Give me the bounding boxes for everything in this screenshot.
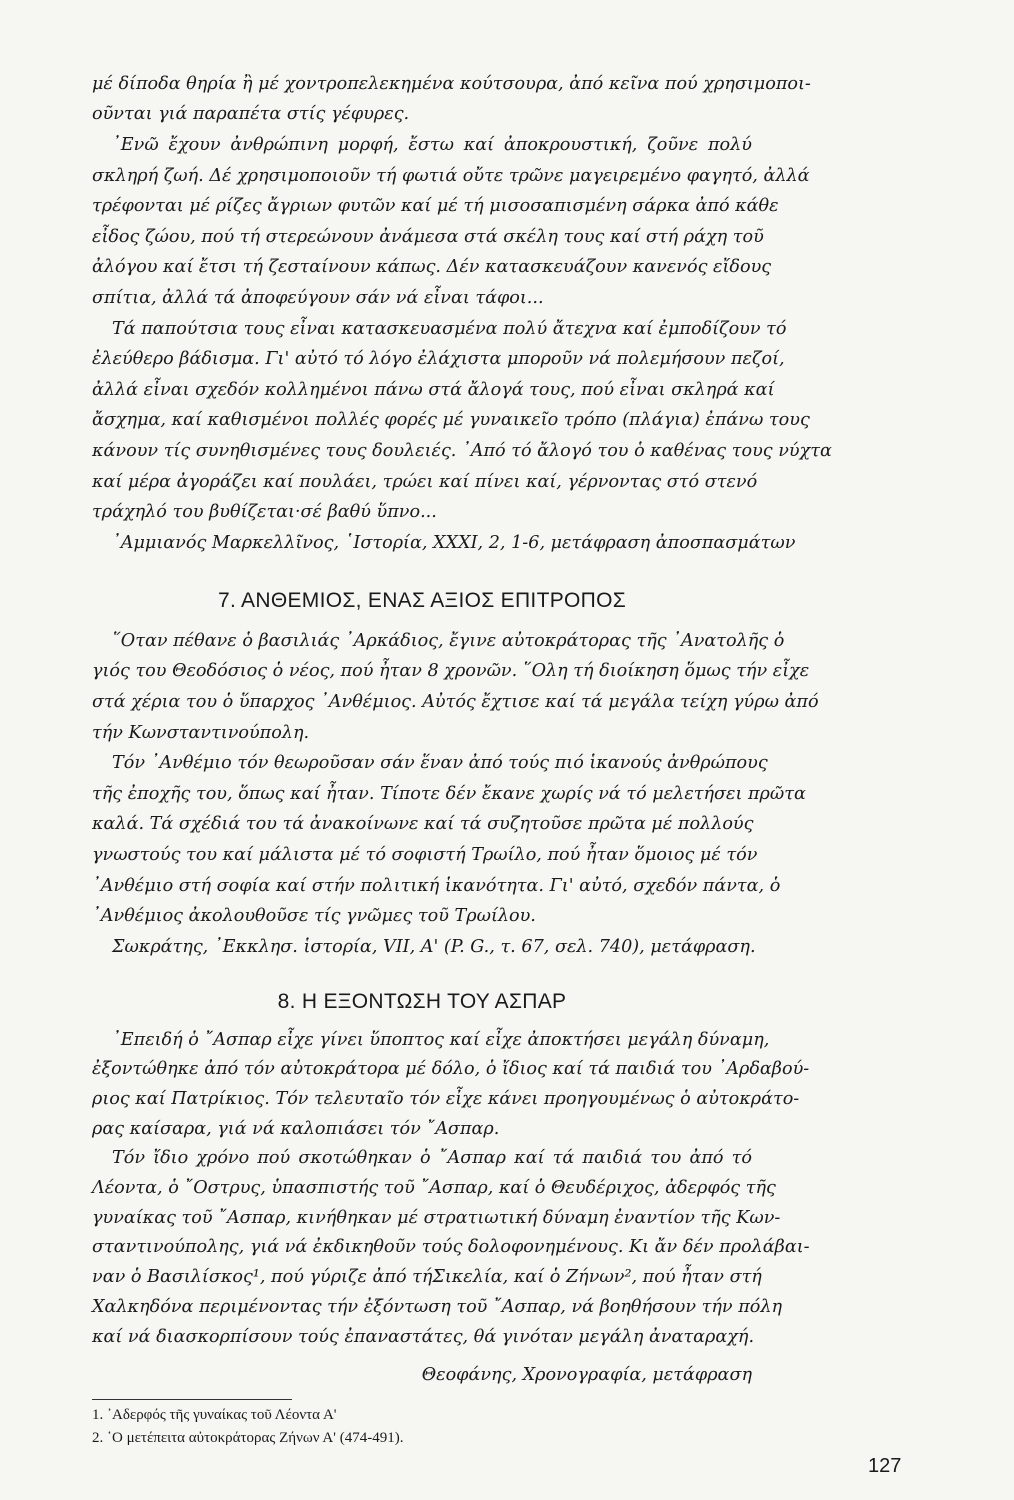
text-line: οῦνται γιά παραπέτα στίς γέφυρες. [92,104,410,125]
text-line: γυναίκας τοῦ ῎Ασπαρ, κινήθηκαν μέ στρατιωτική δύναμη ἐναντίον τῆς Κων- [92,1207,781,1228]
text-line: εἶδος ζώου, πού τή στερεώνουν ἀνάμεσα στά σκέλη τους καί στή ράχη τοῦ [92,226,764,247]
text-line: ᾿Ανθέμιος ἀκολουθοῦσε τίς γνῶμες τοῦ Τρωίλου. [92,906,536,927]
text-line: μέ δίποδα θηρία ἢ μέ χοντροπελεκημένα κούτσουρα, ἀπό κεῖνα πού χρησιμοποι- [92,73,811,94]
source-citation: ᾿Αμμιανός Μαρκελλῖνος, ῾Ιστορία, XXXI, 2, 1-6, μετάφραση ἀποσπασμάτων [112,532,796,553]
text-line: ᾿Ενῶ ἔχουν ἀνθρώπινη μορφή, ἔστω καί ἀποκρουστική, ζοῦνε πολύ [112,134,752,155]
text-line: γνωστούς του καί μάλιστα μέ τό σοφιστή Τρωίλο, πού ἦταν ὅμοιος μέ τόν [92,845,758,865]
text-line: ἐξοντώθηκε ἀπό τόν αὐτοκράτορα μέ δόλο, ὁ ἴδιος καί τά παιδιά του ᾿Αρδαβού- [92,1059,810,1080]
text-line: τήν Κωνσταντινούπολη. [92,722,310,743]
source-citation: Σωκράτης, ᾿Εκκλησ. ἱστορία, VII, A' (P. G., τ. 67, σελ. 740), μετάφραση. [112,936,756,957]
text-line: τρέφονται μέ ρίζες ἄγριων φυτῶν καί μέ τή μισοσαπισμένη σάρκα ἀπό κάθε [92,196,779,217]
text-line: ἄσχημα, καί καθισμένοι πολλές φορές μέ γυναικεῖο τρόπο (πλάγια) ἐπάνω τους [92,410,810,431]
footnote: 2. ῾Ο μετέπειτα αὐτοκράτορας Ζήνων Α' (474-491). [92,1430,404,1446]
text-line: Τά παπούτσια τους εἶναι κατασκευασμένα πολύ ἄτεχνα καί ἐμποδίζουν τό [112,318,787,339]
text-line: ρας καίσαρα, γιά νά καλοπιάσει τόν ῎Ασπαρ. [92,1118,500,1139]
text-line: ἀλόγου καί ἔτσι τή ζεσταίνουν κάπως. Δέν κατασκευάζουν κανενός εἴδους [92,257,772,278]
text-line: Χαλκηδόνα περιμένοντας τήν ἐξόντωση τοῦ ῎Ασπαρ, νά βοηθήσουν τήν πόλη [92,1296,783,1317]
page-number: 127 [868,1455,902,1477]
text-line: σταντινούπολης, γιά νά ἐκδικηθοῦν τούς δολοφονημένους. Κι ἄν δέν προλάβαι- [92,1237,810,1258]
text-line: Τόν ἴδιο χρόνο πού σκοτώθηκαν ὁ ῎Ασπαρ καί τά παιδιά του ἀπό τό [112,1148,752,1169]
text-line: στά χέρια του ὁ ὕπαρχος ᾿Ανθέμιος. Αὐτός ἔχτισε καί τά μεγάλα τείχη γύρω ἀπό [92,692,819,712]
text-line: ᾿Επειδή ὁ ῎Ασπαρ εἶχε γίνει ὕποπτος καί εἶχε ἀποκτήσει μεγάλη δύναμη, [112,1029,770,1050]
text-line: καί νά διασκορπίσουν τούς ἐπαναστάτες, θά γινόταν μεγάλη ἀναταραχή. [92,1326,755,1347]
text-line: σπίτια, ἀλλά τά ἀποφεύγουν σάν νά εἶναι τάφοι... [92,287,544,308]
text-line: ἀλλά εἶναι σχεδόν κολλημένοι πάνω στά ἄλογά τους, πού εἶναι σκληρά καί [92,379,775,400]
text-line: ναν ὁ Βασιλίσκος¹, πού γύριζε ἀπό τήΣικελία, καί ὁ Ζήνων², πού ἦταν στή [92,1267,762,1288]
text-line: καλά. Τά σχέδιά του τά ἀνακοίνωνε καί τά συζητοῦσε πρῶτα μέ πολλούς [92,814,754,835]
text-line: γιός του Θεοδόσιος ὁ νέος, πού ἦταν 8 χρονῶν. ῞Ολη τή διοίκηση ὅμως τήν εἶχε [92,661,810,682]
text-line: τῆς ἐποχῆς του, ὅπως καί ἦταν. Τίποτε δέν ἔκανε χωρίς νά τό μελετήσει πρῶτα [92,783,806,804]
footnote-rule [92,1399,292,1400]
text-line: καί μέρα ἀγοράζει καί πουλάει, τρώει καί πίνει καί, γέρνοντας στό στενό [92,471,758,492]
text-line: κάνουν τίς συνηθισμένες τους δουλειές. ᾿Από τό ἄλογό του ὁ καθένας τους νύχτα [92,440,832,461]
footnote: 1. ᾿Αδερφός τῆς γυναίκας τοῦ Λέοντα Α' [92,1407,337,1423]
text-line: ᾿Ανθέμιο στή σοφία καί στήν πολιτική ἱκανότητα. Γι' αὐτό, σχεδόν πάντα, ὁ [92,875,781,896]
source-citation: Θεοφάνης, Χρονογραφία, μετάφραση [421,1365,752,1385]
text-line: τράχηλό του βυθίζεται·σέ βαθύ ὕπνο... [92,502,437,523]
text-line: ῞Οταν πέθανε ὁ βασιλιάς ᾿Αρκάδιος, ἔγινε αὐτοκράτορας τῆς ᾿Ανατολῆς ὁ [112,630,785,651]
text-line: σκληρή ζωή. Δέ χρησιμοποιοῦν τή φωτιά οὔτε τρῶνε μαγειρεμένο φαγητό, ἀλλά [92,165,810,186]
text-line: ἐλεύθερο βάδισμα. Γι' αὐτό τό λόγο ἐλάχιστα μποροῦν νά πολεμήσουν πεζοί, [92,349,785,370]
section-heading: 7. ΑΝΘΕΜΙΟΣ, ΕΝΑΣ ΑΞΙΟΣ ΕΠΙΤΡΟΠΟΣ [217,589,627,613]
section-heading: 8. Η ΕΞΟΝΤΩΣΗ ΤΟΥ ΑΣΠΑΡ [277,989,567,1013]
text-line: Τόν ᾿Ανθέμιο τόν θεωροῦσαν σάν ἕναν ἀπό τούς πιό ἱκανούς ἀνθρώπους [112,753,768,774]
text-line: ριος καί Πατρίκιος. Τόν τελευταῖο τόν εἶχε κάνει προηγουμένως ὁ αὐτοκράτο- [92,1088,800,1109]
text-line: Λέοντα, ὁ ῎Οστρυς, ὑπασπιστής τοῦ ῎Ασπαρ, καί ὁ Θευδέριχος, ἀδερφός τῆς [92,1178,776,1198]
